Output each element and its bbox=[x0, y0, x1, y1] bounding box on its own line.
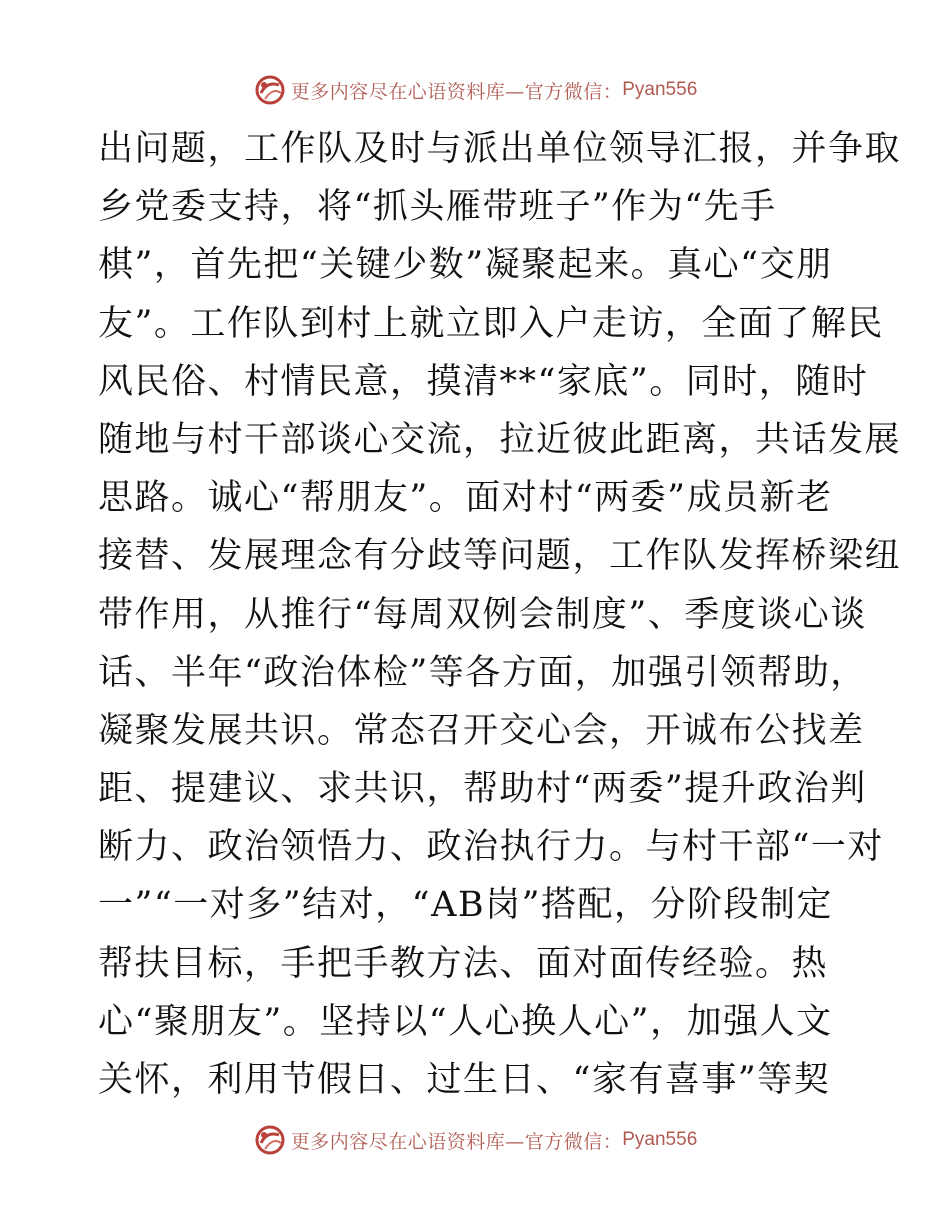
body-line: 凝聚发展共识。常态召开交心会，开诚布公找差 bbox=[98, 710, 865, 751]
body-line: 断力、政治领悟力、政治执行力。与村干部“一对 bbox=[98, 827, 884, 868]
body-line: 帮扶目标，手把手教方法、面对面传经验。热 bbox=[98, 943, 829, 984]
body-line: 乡党委支持，将“抓头雁带班子”作为“先手 bbox=[98, 187, 777, 228]
body-line: 棋”，首先把“关键少数”凝聚起来。真心“交朋 bbox=[98, 245, 833, 286]
header-banner-text: 更多内容尽在心语资料库—官方微信： bbox=[290, 80, 623, 103]
footer-banner-text: 更多内容尽在心语资料库—官方微信： bbox=[290, 1130, 623, 1153]
body-line: 接替、发展理念有分歧等问题，工作队发挥桥梁纽 bbox=[98, 536, 902, 577]
header-banner bbox=[0, 70, 950, 110]
body-line: 出问题，工作队及时与派出单位领导汇报，并争取 bbox=[98, 129, 902, 169]
logo-icon bbox=[253, 73, 287, 107]
header-banner-handle: Pyan556 bbox=[622, 79, 698, 100]
body-line: 话、半年“政治体检”等各方面，加强引领帮助， bbox=[98, 652, 867, 693]
document-body bbox=[98, 120, 902, 1109]
body-line: 随地与村干部谈心交流，拉近彼此距离，共话发展 bbox=[98, 419, 902, 460]
body-line: 关怀，利用节假日、过生日、“家有喜事”等契 bbox=[98, 1060, 831, 1100]
body-line: 心“聚朋友”。坚持以“人心换人心”，加强人文 bbox=[98, 1001, 833, 1042]
logo-icon bbox=[253, 1123, 287, 1157]
footer-banner-handle: Pyan556 bbox=[622, 1129, 698, 1150]
body-line: 带作用，从推行“每周双例会制度”、季度谈心谈 bbox=[98, 594, 867, 635]
body-line: 思路。诚心“帮朋友”。面对村“两委”成员新老 bbox=[98, 478, 833, 519]
footer-banner bbox=[0, 1120, 950, 1160]
body-line: 距、提建议、求共识，帮助村“两委”提升政治判 bbox=[98, 769, 867, 810]
body-line: 一”“一对多”结对，“AB岗”搭配，分阶段制定 bbox=[98, 885, 833, 926]
body-line: 风民俗、村情民意，摸清**“家底”。同时，随时 bbox=[98, 361, 869, 402]
body-line: 友”。工作队到村上就立即入户走访，全面了解民 bbox=[98, 303, 884, 344]
